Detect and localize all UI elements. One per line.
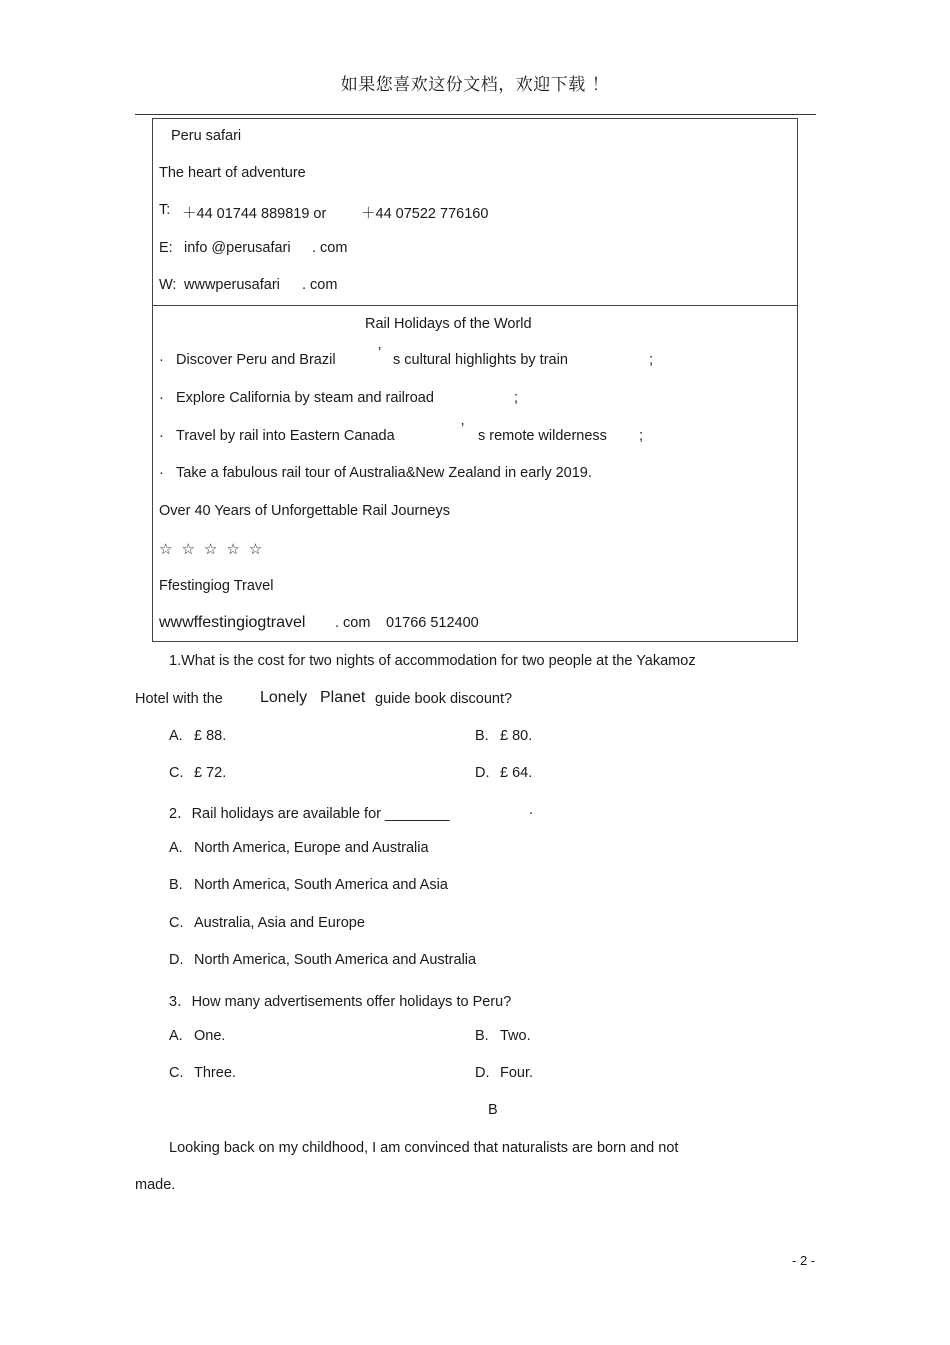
q1-option-c-letter: C. [169,765,184,781]
ad-peru-name: Peru safari [171,128,242,144]
ad-rail-web-host: wwwffestingiogtravel [159,614,306,631]
ad-rail-item-3-end: ; [639,428,644,444]
ad-rail-item-1-end: ; [649,352,654,368]
question-3-stem: 3．How many advertisements offer holidays to Peru? [169,994,512,1010]
question-1-lonely: Lonely [260,689,308,706]
ad-peru-tel-1: ＋44 01744 889819 or [182,206,327,222]
question-1-line-2d: guide book discount? [375,691,513,707]
ad-rail-item-2-end: ; [514,390,519,406]
ad-peru-tel-label: T: [159,202,171,218]
ad-rail-item-4: Take a fabulous rail tour of Australia&New Zealand in early 2019. [176,465,592,481]
question-2-end: . [529,802,534,818]
ad-rail-item-3: Travel by rail into Eastern Canada [176,428,395,444]
q1-option-b-value: £ 80. [500,728,533,744]
q3-option-a-value: One. [194,1028,226,1044]
q2-option-b-letter: B. [169,877,183,893]
ad-peru-email-domain: . com [312,240,348,256]
ad-rail-item-3-apostrophe: ’ [461,421,465,437]
question-1-planet: Planet [320,689,366,706]
ad-peru-email-label: E: [159,240,173,256]
question-1-line-1: 1.What is the cost for two nights of accommodation for two people at the Yakamoz [169,653,696,669]
bullet-dot: · [159,428,164,444]
ad-rail-item-2: Explore California by steam and railroad [176,390,434,406]
q2-option-c-value: Australia, Asia and Europe [194,915,365,931]
q1-option-a-value: £ 88. [194,728,227,744]
ad-peru-web-domain: . com [302,277,338,293]
page-header-title: 如果您喜欢这份文档，欢迎下载 ！ [340,75,610,95]
ad-rail-item-1-apostrophe: ’ [378,345,382,361]
ad-peru-email-user: info @perusafari [184,240,291,256]
q1-option-d-letter: D. [475,765,490,781]
q2-option-d-value: North America, South America and Australia [194,952,477,968]
q3-option-a-letter: A. [169,1028,183,1044]
ad-peru-web-host: wwwperusafari [184,277,280,293]
question-1-line-2a: Hotel with the [135,691,223,707]
q3-option-b-value: Two. [500,1028,531,1044]
q1-option-c-value: £ 72. [194,765,227,781]
ad-rail-title: Rail Holidays of the World [365,316,532,332]
bullet-dot: · [159,465,164,481]
ad-rail-company: Ffestingiog Travel [159,578,274,594]
ad-peru-web-label: W: [159,277,177,293]
page-number: - 2 - [792,1253,816,1268]
q2-option-a-letter: A. [169,840,183,856]
ad-rail-web-domain: . com [335,615,371,631]
section-b-paragraph-line-2: made. [135,1177,176,1193]
q2-option-d-letter: D. [169,952,184,968]
question-2-stem: 2．Rail holidays are available for ________ [169,806,450,822]
ad-rail-item-1: Discover Peru and Brazil [176,352,336,368]
q3-option-b-letter: B. [475,1028,489,1044]
q3-option-d-value: Four. [500,1065,534,1081]
rating-stars: ☆☆☆☆☆ [159,540,272,558]
q2-option-a-value: North America, Europe and Australia [194,840,429,856]
bullet-dot: · [159,352,164,368]
q1-option-a-letter: A. [169,728,183,744]
ad-peru-tagline: The heart of adventure [159,165,306,181]
q3-option-c-letter: C. [169,1065,184,1081]
section-b-label: B [488,1102,498,1118]
ad-rail-phone: 01766 512400 [386,615,479,631]
bullet-dot: · [159,390,164,406]
q1-option-b-letter: B. [475,728,489,744]
q1-option-d-value: £ 64. [500,765,533,781]
section-b-paragraph-line-1: Looking back on my childhood, I am convinced that naturalists are born and not [169,1140,679,1156]
ad-peru-tel-2: ＋44 07522 776160 [361,206,489,222]
header-divider [135,114,816,115]
ad-rail-item-3-rest: s remote wilderness [478,428,607,444]
q3-option-d-letter: D. [475,1065,490,1081]
q2-option-c-letter: C. [169,915,184,931]
ad-rail-years: Over 40 Years of Unforgettable Rail Journeys [159,503,450,519]
q3-option-c-value: Three. [194,1065,236,1081]
q2-option-b-value: North America, South America and Asia [194,877,448,893]
ad-rail-item-1-rest: s cultural highlights by train [393,352,568,368]
